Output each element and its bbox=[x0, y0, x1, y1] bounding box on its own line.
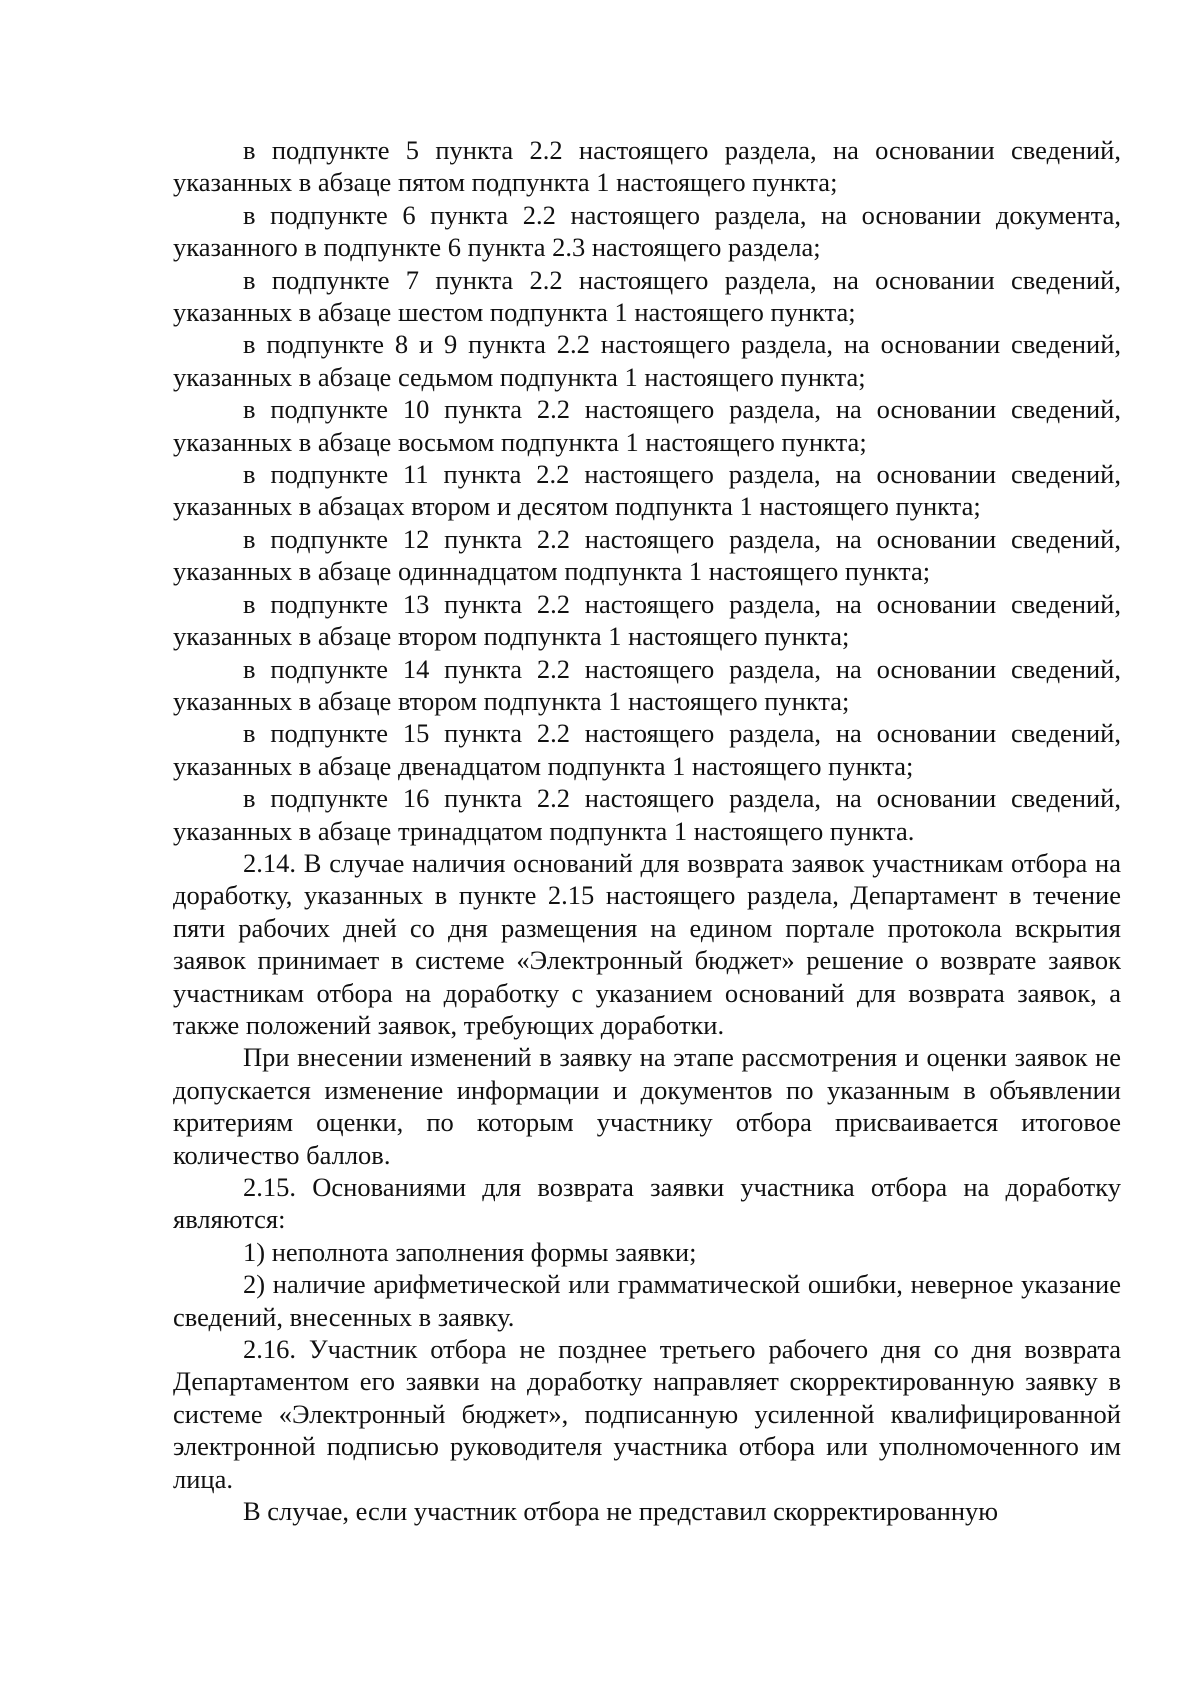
paragraph-subpoint-5: в подпункте 5 пункта 2.2 настоящего раздела, на основании сведений, указанных в абзаце пятом подпункта 1 настоящего пункта; bbox=[173, 135, 1121, 198]
paragraph-reason-2: 2) наличие арифметической или грамматической ошибки, неверное указание сведений, внесенных в заявку. bbox=[173, 1269, 1121, 1332]
paragraph-2-16: 2.16. Участник отбора не позднее третьего рабочего дня со дня возврата Департаментом его заявки на доработку направляет скорректированную заявку в системе «Электронный бюджет», подписанную усиленной квалифицированной электронной подписью руководителя участника отбора или уполномоченного им лица. bbox=[173, 1334, 1121, 1494]
paragraph-subpoint-7: в подпункте 7 пункта 2.2 настоящего раздела, на основании сведений, указанных в абзаце шестом подпункта 1 настоящего пункта; bbox=[173, 264, 1121, 328]
paragraph-subpoint-15: в подпункте 15 пункта 2.2 настоящего раздела, на основании сведений, указанных в абзаце двенадцатом подпункта 1 настоящего пункта; bbox=[173, 718, 1121, 781]
paragraph-reason-1: 1) неполнота заполнения формы заявки; bbox=[243, 1236, 697, 1267]
document-body bbox=[173, 134, 1121, 1527]
paragraph-2-15: 2.15. Основаниями для возврата заявки участника отбора на доработку являются: bbox=[173, 1172, 1121, 1235]
paragraph-subpoint-13: в подпункте 13 пункта 2.2 настоящего раздела, на основании сведений, указанных в абзаце втором подпункта 1 настоящего пункта; bbox=[173, 588, 1121, 652]
paragraph-2-14: 2.14. В случае наличия оснований для возврата заявок участникам отбора на доработку, указанных в пункте 2.15 настоящего раздела, Департамент в течение пяти рабочих дней со дня размещения на едином портале протокола вскрытия заявок принимает в системе «Электронный бюджет» решение о возврате заявок участникам отбора на доработку с указанием оснований для возврата заявок, а также положений заявок, требующих доработки. bbox=[173, 847, 1121, 1040]
paragraph-subpoint-12: в подпункте 12 пункта 2.2 настоящего раздела, на основании сведений, указанных в абзаце одиннадцатом подпункта 1 настоящего пункта; bbox=[173, 523, 1121, 587]
paragraph-final: В случае, если участник отбора не представил скорректированную bbox=[243, 1496, 999, 1527]
paragraph-subpoint-14: в подпункте 14 пункта 2.2 настоящего раздела, на основании сведений, указанных в абзаце втором подпункта 1 настоящего пункта; bbox=[173, 653, 1121, 716]
paragraph-changes-note: При внесении изменений в заявку на этапе рассмотрения и оценки заявок не допускается изменение информации и документов по указанным в объявлении критериям оценки, по которым участнику отбора присваивается итоговое количество баллов. bbox=[173, 1042, 1121, 1170]
paragraph-subpoint-11: в подпункте 11 пункта 2.2 настоящего раздела, на основании сведений, указанных в абзацах втором и десятом подпункта 1 настоящего пункта; bbox=[173, 459, 1121, 522]
paragraph-subpoint-6: в подпункте 6 пункта 2.2 настоящего раздела, на основании документа, указанного в подпункте 6 пункта 2.3 настоящего раздела; bbox=[173, 199, 1121, 263]
paragraph-subpoint-10: в подпункте 10 пункта 2.2 настоящего раздела, на основании сведений, указанных в абзаце восьмом подпункта 1 настоящего пункта; bbox=[173, 394, 1121, 457]
paragraph-subpoint-8-9: в подпункте 8 и 9 пункта 2.2 настоящего раздела, на основании сведений, указанных в абзаце седьмом подпункта 1 настоящего пункта; bbox=[173, 329, 1121, 392]
paragraph-subpoint-16: в подпункте 16 пункта 2.2 настоящего раздела, на основании сведений, указанных в абзаце тринадцатом подпункта 1 настоящего пункта. bbox=[173, 783, 1121, 846]
